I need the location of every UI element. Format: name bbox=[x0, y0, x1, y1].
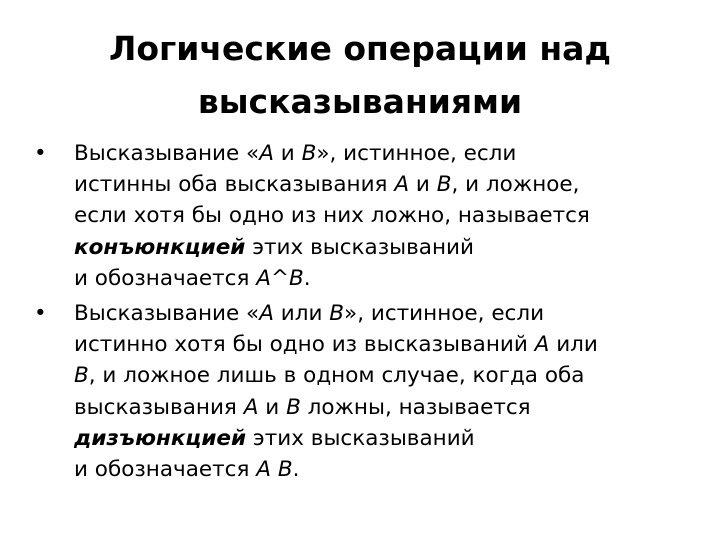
bullet-line bbox=[74, 263, 694, 294]
text-run: . bbox=[303, 265, 311, 291]
bullet-list bbox=[34, 138, 694, 489]
bullet-line bbox=[74, 232, 694, 263]
bullet-text bbox=[74, 138, 694, 294]
variable-name: B bbox=[329, 301, 345, 327]
text-run: истинны оба высказывания bbox=[74, 172, 395, 198]
bullet-line bbox=[74, 169, 694, 200]
variable-name: B bbox=[301, 141, 317, 166]
bullet-text bbox=[74, 298, 694, 485]
bullet-line bbox=[74, 329, 694, 360]
text-run: этих высказываний bbox=[245, 234, 474, 260]
text-run bbox=[271, 457, 278, 482]
bullet-line bbox=[74, 423, 694, 454]
variable-name: B bbox=[277, 457, 293, 483]
slide-title bbox=[40, 22, 680, 128]
text-run: и bbox=[273, 141, 302, 166]
variable-name: A bbox=[394, 172, 410, 198]
text-run: истинно хотя бы одно из высказываний bbox=[74, 332, 535, 358]
text-run: Высказывание « bbox=[74, 141, 260, 166]
variable-name: B bbox=[74, 363, 89, 389]
bullet-dot-icon: • bbox=[34, 301, 47, 327]
title-line-1: Логические операции над bbox=[108, 29, 612, 68]
text-run: », истинное, если bbox=[344, 301, 545, 327]
bullet-line bbox=[74, 392, 694, 423]
text-run: , и ложное лишь в одном случае, когда оба bbox=[88, 363, 585, 389]
bullet-line bbox=[74, 200, 694, 231]
variable-name: B bbox=[436, 172, 452, 198]
title-line-2: высказываниями bbox=[197, 82, 523, 121]
variable-name: A bbox=[534, 332, 550, 358]
text-run: , и ложное, bbox=[451, 172, 580, 198]
text-run: ложны, называется bbox=[300, 394, 531, 420]
bullet-line bbox=[74, 138, 694, 169]
variable-name: A^B bbox=[256, 265, 304, 291]
text-run: . bbox=[292, 457, 300, 483]
bullet-conjunction bbox=[34, 138, 694, 294]
bullet-line bbox=[74, 298, 694, 329]
bullet-disjunction bbox=[34, 298, 694, 485]
text-run: если хотя бы одно из них ложно, называется bbox=[74, 203, 590, 229]
text-run: или bbox=[273, 301, 330, 327]
text-run: и bbox=[258, 394, 287, 420]
variable-name: A bbox=[259, 301, 274, 327]
bullet-line bbox=[74, 360, 694, 391]
term-emphasis: конъюнкцией bbox=[74, 234, 246, 260]
text-run: и обозначается bbox=[74, 265, 257, 291]
text-run: или bbox=[549, 332, 598, 358]
text-run: », истинное, если bbox=[316, 141, 517, 166]
bullet-dot-icon: • bbox=[34, 141, 47, 166]
text-run: и bbox=[409, 172, 437, 198]
variable-name: B bbox=[286, 394, 301, 420]
variable-name: A bbox=[256, 457, 271, 483]
variable-name: A bbox=[259, 141, 274, 166]
text-run: Высказывание « bbox=[74, 301, 260, 327]
bullet-line bbox=[74, 454, 694, 485]
text-run: этих высказываний bbox=[246, 425, 475, 451]
term-emphasis: дизъюнкцией bbox=[74, 425, 247, 451]
text-run: и обозначается bbox=[74, 457, 257, 483]
text-run: высказывания bbox=[74, 394, 244, 420]
variable-name: A bbox=[243, 394, 259, 420]
